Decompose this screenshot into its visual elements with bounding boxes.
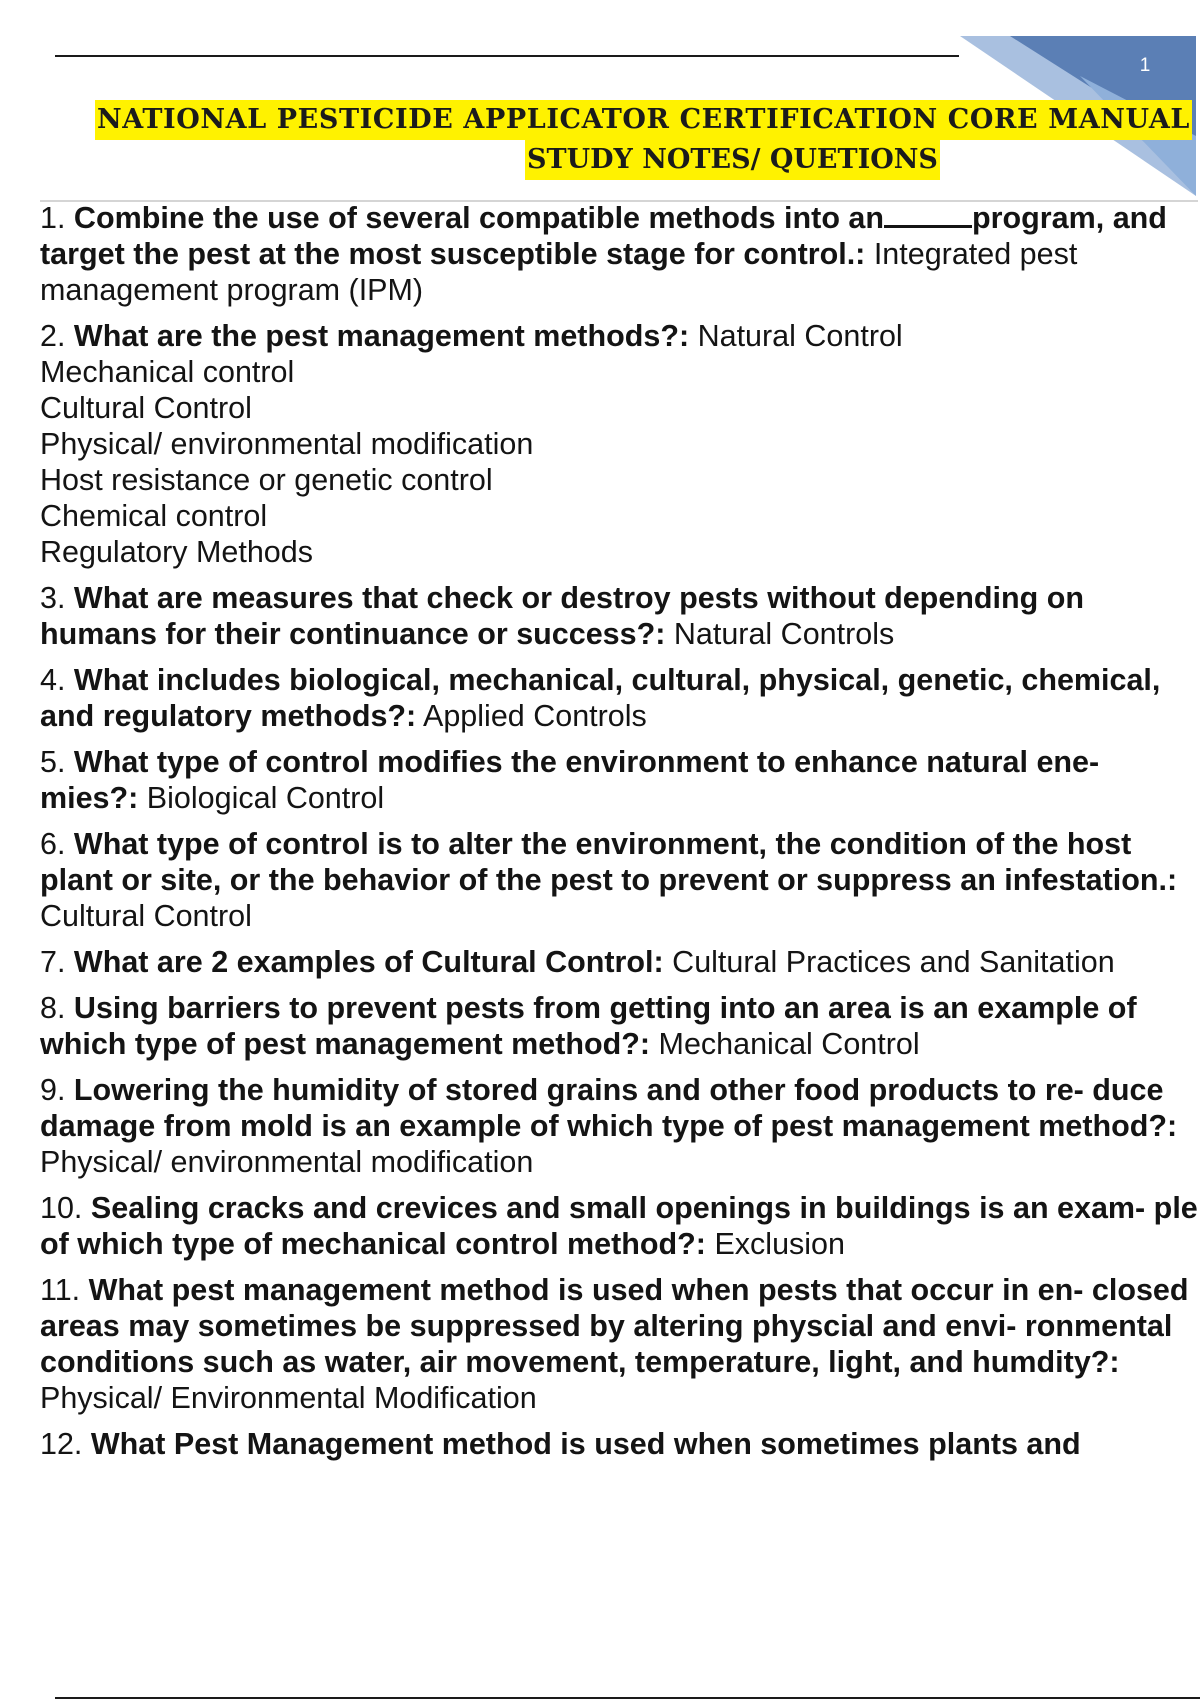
- question-11: [40, 1272, 1198, 1416]
- answer-text: Cultural Control: [40, 899, 252, 933]
- question-number: 5.: [40, 745, 66, 779]
- answer-line: Chemical control: [40, 499, 268, 533]
- question-number: 10.: [40, 1191, 83, 1225]
- question-text: What pest management method is used when pests that occur in en- closed areas may sometimes be suppressed by altering physcial and envi- ronmental conditions such as water, air movement, temperature, light, and humdity?:: [40, 1273, 1189, 1379]
- answer-line: Physical/ environmental modification: [40, 427, 534, 461]
- question-text: Sealing cracks and crevices and small openings in buildings is an exam- ple of which type of mechanical control method?:: [40, 1191, 1198, 1261]
- question-number: 11.: [40, 1273, 81, 1307]
- answer-text: Exclusion: [714, 1227, 845, 1261]
- question-2: [40, 318, 1198, 570]
- answer-text: Natural Control: [697, 319, 903, 353]
- question-text: Lowering the humidity of stored grains and other food products to re- duce damage from mold is an example of which type of pest management method?:: [40, 1073, 1178, 1143]
- answer-text: Biological Control: [146, 781, 385, 815]
- question-4: [40, 662, 1198, 734]
- question-list: [40, 200, 1198, 1472]
- answer-text: Cultural Practices and Sanitation: [672, 945, 1115, 979]
- answer-text: Applied Controls: [423, 699, 647, 733]
- question-number: 8.: [40, 991, 66, 1025]
- answer-text: Physical/ Environmental Modification: [40, 1381, 537, 1415]
- question-7: [40, 944, 1198, 980]
- answer-text: Integrated pest management program (IPM): [40, 237, 1078, 307]
- answer-line: Mechanical control: [40, 355, 295, 389]
- question-number: 3.: [40, 581, 66, 615]
- answer-text: Natural Controls: [673, 617, 895, 651]
- question-text: What Pest Management method is used when sometimes plants and: [90, 1427, 1081, 1461]
- fill-in-blank: [884, 201, 972, 228]
- question-text: What includes biological, mechanical, cultural, physical, genetic, chemical, and regulatory methods?:: [40, 663, 1161, 733]
- question-1: [40, 200, 1198, 308]
- question-12: [40, 1426, 1198, 1462]
- question-8: [40, 990, 1198, 1062]
- header-top-rule: [55, 55, 959, 57]
- answer-text: Mechanical Control: [658, 1027, 920, 1061]
- page-number: 1: [1139, 55, 1151, 76]
- question-text: What are the pest management methods?:: [73, 319, 690, 353]
- question-number: 2.: [40, 319, 66, 353]
- footer-rule: [55, 1697, 1200, 1699]
- question-number: 7.: [40, 945, 66, 979]
- question-6: [40, 826, 1198, 934]
- answer-line: Cultural Control: [40, 391, 252, 425]
- answer-line: Host resistance or genetic control: [40, 463, 493, 497]
- question-number: 1.: [40, 201, 66, 235]
- question-text: Using barriers to prevent pests from getting into an area is an example of which type of pest management method?:: [40, 991, 1137, 1061]
- question-number: 4.: [40, 663, 66, 697]
- answer-line: Regulatory Methods: [40, 535, 313, 569]
- question-9: [40, 1072, 1198, 1180]
- question-text: Combine the use of several compatible methods into an: [73, 201, 885, 235]
- question-5: [40, 744, 1198, 816]
- question-text: What type of control is to alter the environment, the condition of the host plant or site, or the behavior of the pest to prevent or suppress an infestation.:: [40, 827, 1178, 897]
- answer-text: Physical/ environmental modification: [40, 1145, 534, 1179]
- question-3: [40, 580, 1198, 652]
- question-number: 6.: [40, 827, 66, 861]
- question-number: 9.: [40, 1073, 66, 1107]
- question-text-continued: program, and target the pest at the most susceptible stage for control.:: [40, 201, 1167, 271]
- title-line-1: NATIONAL PESTICIDE APPLICATOR CERTIFICATION CORE MANUAL: [95, 100, 1192, 140]
- question-10: [40, 1190, 1198, 1262]
- question-text: What are measures that check or destroy pests without depending on humans for their continuance or success?:: [40, 581, 1085, 651]
- question-text: What type of control modifies the environment to enhance natural ene- mies?:: [40, 745, 1100, 815]
- question-number: 12.: [40, 1427, 83, 1461]
- question-text: What are 2 examples of Cultural Control:: [73, 945, 664, 979]
- title-line-2: STUDY NOTES/ QUETIONS: [525, 140, 940, 180]
